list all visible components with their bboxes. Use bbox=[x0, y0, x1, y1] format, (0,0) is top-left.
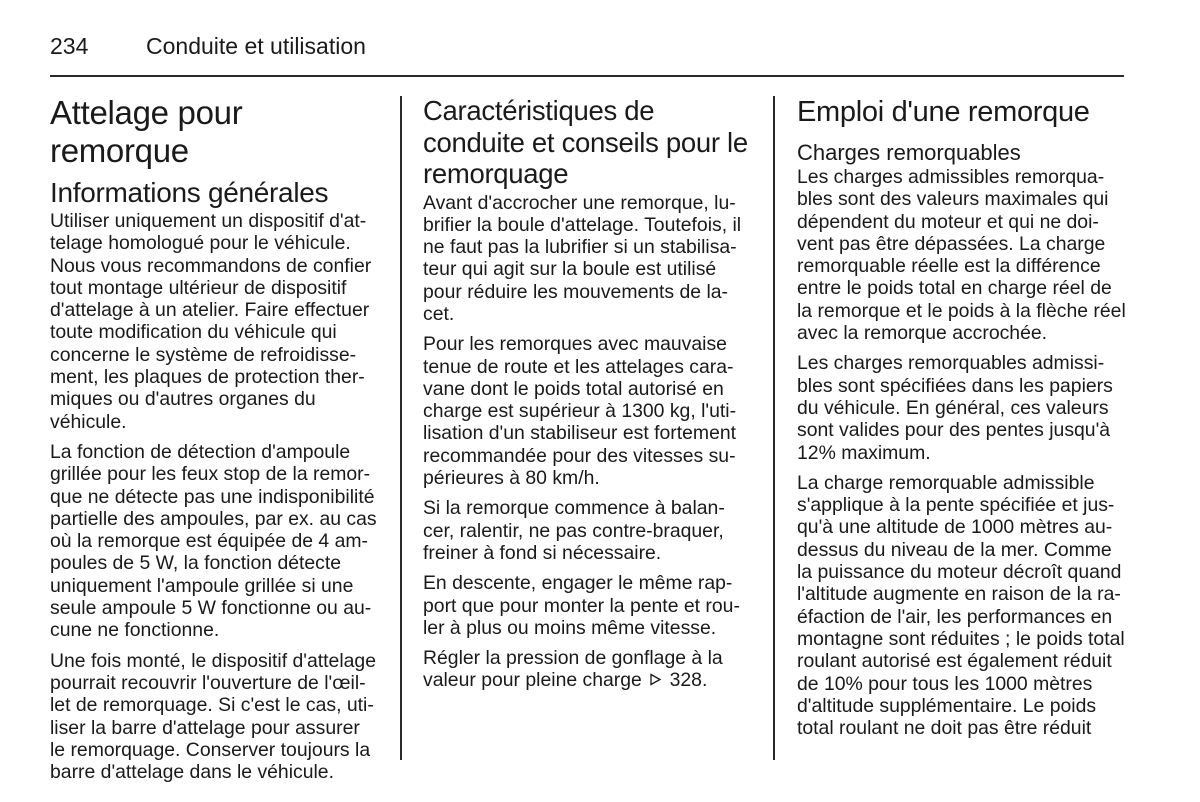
paragraph-tire-pressure bbox=[423, 647, 753, 694]
subsection-title-general-info: Informations générales bbox=[50, 177, 329, 208]
paragraph: Pour les remorques avec mauvaise tenue de route et les attelages cara- vane dont le poids total autorisé en charge est supérieur à 1300 kg, l'uti- lisation d'un stabiliseur est fortement recommandée pour des vitesses su- périeures à 80 km/h. bbox=[423, 333, 737, 490]
column-divider-1 bbox=[400, 96, 402, 760]
column-trailer-use bbox=[797, 94, 1127, 747]
paragraph: Utiliser uniquement un dispositif d'at- telage homologué pour le véhicule. Nous vous recommandons de confier tout montage ultérieur de dispositif d'attelage à un atelier. Faire effectuer toute modification du véhicule qui concerne le système de refroidisse- ment, les plaques de protection ther- miques ou d'autres organes du véhicule. bbox=[50, 210, 372, 433]
paragraph: Si la remorque commence à balan- cer, ralentir, ne pas contre-braquer, freiner à fond si nécessaire. bbox=[423, 497, 725, 564]
section-title-trailer-hitch: Attelage pour remorque bbox=[50, 94, 243, 169]
tire-pressure-text: Régler la pression de gonflage à la valeur pour pleine charge bbox=[423, 647, 723, 692]
paragraph: Une fois monté, le dispositif d'attelage pourrait recouvrir l'ouverture de l'œil- let de remorquage. Si c'est le cas, uti- liser la barre d'attelage pour assurer le remorquage. Conserver toujours la barre d'attelage dans le véhicule. bbox=[50, 649, 376, 784]
subsection-title-towing-loads: Charges remorquables bbox=[797, 140, 1021, 165]
page-header bbox=[50, 26, 1124, 66]
page-number: 234 bbox=[50, 32, 89, 59]
paragraph: Avant d'accrocher une remorque, lu- brifier la boule d'attelage. Toutefois, il ne faut pas la lubrifier si un stabilisa- teur qui agit sur la boule est utilisé pour réduire les mouvements de la- cet. bbox=[423, 191, 742, 325]
chapter-title: Conduite et utilisation bbox=[146, 32, 366, 59]
column-trailer-hitch bbox=[50, 94, 382, 791]
paragraph: En descente, engager le même rap- port que pour monter la pente et rou- ler à plus ou moins même vitesse. bbox=[423, 572, 740, 639]
paragraph: La charge remorquable admissible s'applique à la pente spécifiée et jus- qu'à une altitude de 1000 mètres au- dessus du niveau de la mer. Comme la puissance du moteur décroît quand l'altitude augmente en raison de la ra- éfaction de l'air, les performances en montagne sont réduites ; le poids total roulant autorisé est également réduit de 10% pour tous les 1000 mètres d'altitude supplémentaire. Le poids total roulant ne doit pas être réduit bbox=[797, 471, 1125, 740]
arrow-reference-icon[interactable] bbox=[649, 671, 662, 693]
column-divider-2 bbox=[773, 96, 775, 760]
section-title-trailer-use: Emploi d'une remorque bbox=[797, 96, 1090, 128]
paragraph: Les charges remorquables admissi- bles sont spécifiées dans les papiers du véhicule. En général, ces valeurs sont valides pour des pentes jusqu'à 12% maximum. bbox=[797, 352, 1113, 464]
column-driving-characteristics bbox=[423, 94, 753, 702]
paragraph: Les charges admissibles remorqua- bles sont des valeurs maximales qui dépendent du moteur et qui ne doi- vent pas être dépassées. La charge remorquable réelle est la différence entre le poids total en charge réel de la remorque et le poids à la flèche réel avec la remorque accrochée. bbox=[797, 166, 1126, 345]
reference-page-link[interactable]: 328. bbox=[669, 669, 708, 692]
section-title-driving-characteristics: Caractéristiques de conduite et conseils pour le remorquage bbox=[423, 95, 748, 189]
header-divider bbox=[50, 75, 1124, 77]
paragraph: La fonction de détection d'ampoule grillée pour les feux stop de la remor- que ne détecte pas une indisponibilité partielle des ampoules, par ex. au cas où la remorque est équipée de 4 am- poules de 5 W, la fonction détecte uniquement l'ampoule grillée si une seule ampoule 5 W fonctionne ou au- cune ne fonctionne. bbox=[50, 440, 377, 642]
